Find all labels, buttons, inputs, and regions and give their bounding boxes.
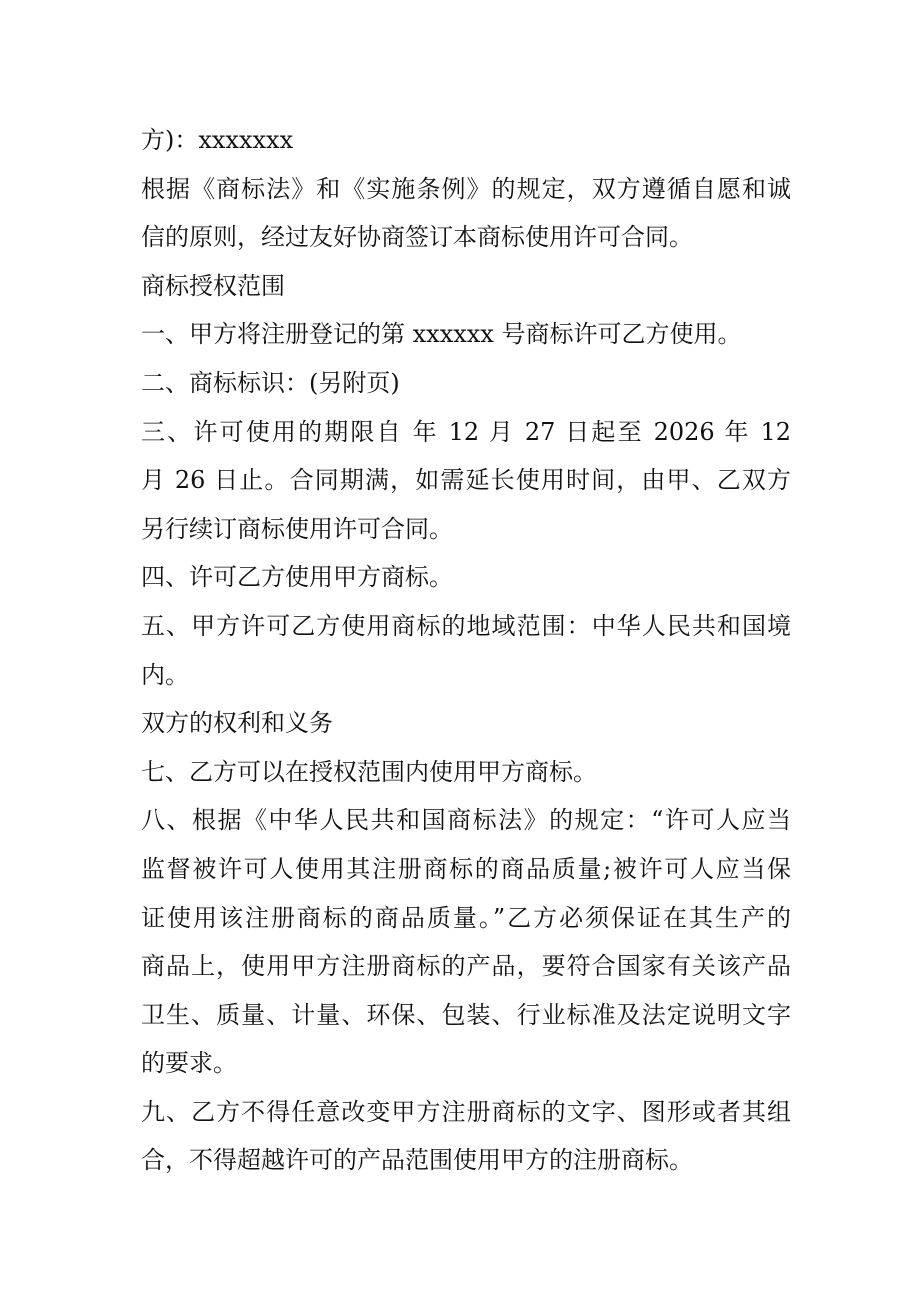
text-line-2: 根据《商标法》和《实施条例》的规定，双方遵循自愿和诚 bbox=[141, 174, 791, 203]
text-line-5: 一、甲方将注册登记的第 xxxxxx 号商标许可乙方使用。 bbox=[141, 320, 742, 349]
document-body bbox=[141, 116, 791, 1185]
section-heading-trademark-scope: 商标授权范围 bbox=[141, 271, 285, 300]
text-line-11: 五、甲方许可乙方使用商标的地域范围：中华人民共和国境 bbox=[141, 611, 791, 640]
text-line-18: 商品上，使用甲方注册商标的产品，要符合国家有关该产品 bbox=[141, 952, 791, 981]
section-heading-rights-obligations: 双方的权利和义务 bbox=[141, 709, 333, 738]
text-line-19: 卫生、质量、计量、环保、包装、行业标准及法定说明文字 bbox=[141, 1000, 791, 1029]
text-line-7: 三、许可使用的期限自 年 12 月 27 日起至 2026 年 12 bbox=[141, 417, 791, 446]
text-line-3: 信的原则，经过友好协商签订本商标使用许可合同。 bbox=[141, 223, 693, 252]
text-line-12: 内。 bbox=[141, 660, 189, 689]
text-line-10: 四、许可乙方使用甲方商标。 bbox=[141, 563, 453, 592]
text-line-1: 方)：xxxxxxx bbox=[141, 126, 294, 154]
text-line-21: 九、乙方不得任意改变甲方注册商标的文字、图形或者其组 bbox=[141, 1097, 791, 1126]
text-line-17: 证使用该注册商标的商品质量。”乙方必须保证在其生产的 bbox=[141, 903, 791, 932]
text-line-6: 二、商标标识：(另附页) bbox=[141, 368, 400, 397]
text-line-16: 监督被许可人使用其注册商标的商品质量;被许可人应当保 bbox=[141, 854, 791, 883]
text-line-14: 七、乙方可以在授权范围内使用甲方商标。 bbox=[141, 757, 597, 786]
text-line-15: 八、根据《中华人民共和国商标法》的规定：“许可人应当 bbox=[141, 806, 791, 835]
text-line-20: 的要求。 bbox=[141, 1049, 237, 1078]
text-line-9: 另行续订商标使用许可合同。 bbox=[141, 514, 453, 543]
text-line-22: 合，不得超越许可的产品范围使用甲方的注册商标。 bbox=[141, 1146, 693, 1175]
text-line-8: 月 26 日止。合同期满，如需延长使用时间，由甲、乙双方 bbox=[141, 466, 791, 495]
